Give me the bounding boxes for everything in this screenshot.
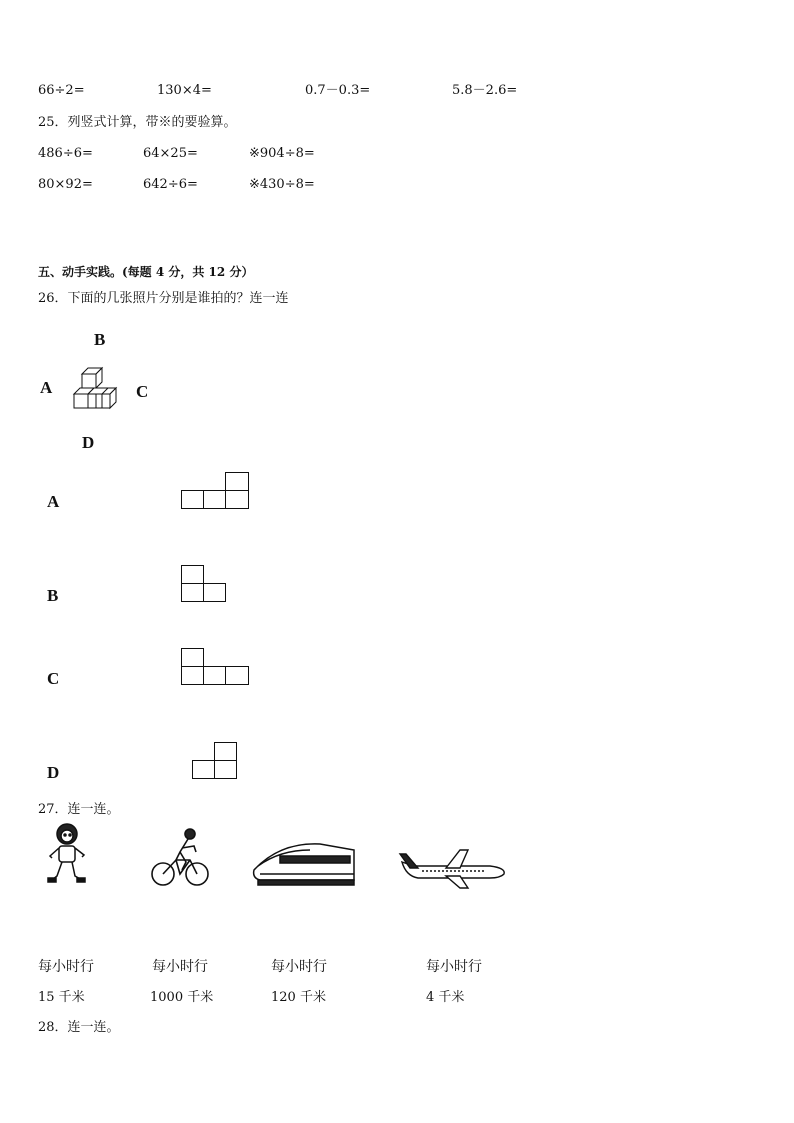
speed-label: 每小时行 — [38, 959, 94, 975]
calc-item: 642÷6= — [143, 177, 198, 192]
view-a-grid — [181, 472, 249, 509]
grid-cell — [181, 648, 204, 667]
grid-cell — [203, 583, 226, 602]
speed-value: 4 千米 — [426, 990, 465, 1005]
grid-cell — [214, 742, 237, 761]
calc-item: 0.7－0.3= — [305, 83, 371, 98]
grid-cell — [203, 490, 226, 509]
cube-stack-figure — [70, 364, 122, 420]
grid-cell — [181, 583, 204, 602]
cube-label-left: A — [40, 378, 53, 397]
calc-item: 80×92= — [38, 177, 93, 192]
question-25-title: 25．列竖式计算，带※的要验算。 — [38, 115, 237, 130]
calc-item: 5.8－2.6= — [452, 83, 518, 98]
grid-cell — [181, 666, 204, 685]
calc-item: ※430÷8= — [249, 177, 315, 192]
cube-label-top: B — [94, 330, 106, 349]
grid-cell — [214, 760, 237, 779]
view-label-b: B — [47, 586, 59, 605]
cube-label-bottom: D — [82, 433, 95, 452]
calc-item: 486÷6= — [38, 146, 93, 161]
grid-cell — [181, 490, 204, 509]
question-26-title: 26．下面的几张照片分别是谁拍的？连一连 — [38, 291, 289, 306]
calc-item: 64×25= — [143, 146, 198, 161]
speed-label: 每小时行 — [426, 959, 482, 975]
speed-label: 每小时行 — [271, 959, 327, 975]
view-c-grid — [181, 648, 249, 685]
grid-cell — [203, 666, 226, 685]
high-speed-train-picture — [250, 836, 360, 890]
view-label-d: D — [47, 763, 60, 782]
view-d-grid — [192, 742, 238, 779]
view-label-a: A — [47, 492, 60, 511]
question-28-title: 28．连一连。 — [38, 1020, 120, 1035]
view-b-grid — [181, 565, 227, 602]
grid-cell — [181, 565, 204, 584]
view-label-c: C — [47, 669, 60, 688]
cyclist-picture — [150, 826, 210, 888]
section-5-title: 五、动手实践。(每题 4 分，共 12 分） — [38, 265, 254, 279]
walking-child-picture — [44, 822, 90, 886]
cube-label-right: C — [136, 382, 149, 401]
speed-value: 15 千米 — [38, 990, 85, 1005]
grid-cell — [225, 472, 249, 491]
speed-value: 120 千米 — [271, 990, 326, 1005]
speed-label: 每小时行 — [152, 959, 208, 975]
calc-item: 130×4= — [157, 83, 212, 98]
question-27-title: 27．连一连。 — [38, 802, 120, 817]
speed-value: 1000 千米 — [150, 990, 214, 1005]
calc-item: 66÷2= — [38, 83, 85, 98]
airplane-picture — [396, 846, 508, 890]
grid-cell — [225, 490, 249, 509]
calc-item: ※904÷8= — [249, 146, 315, 161]
grid-cell — [192, 760, 215, 779]
grid-cell — [225, 666, 249, 685]
